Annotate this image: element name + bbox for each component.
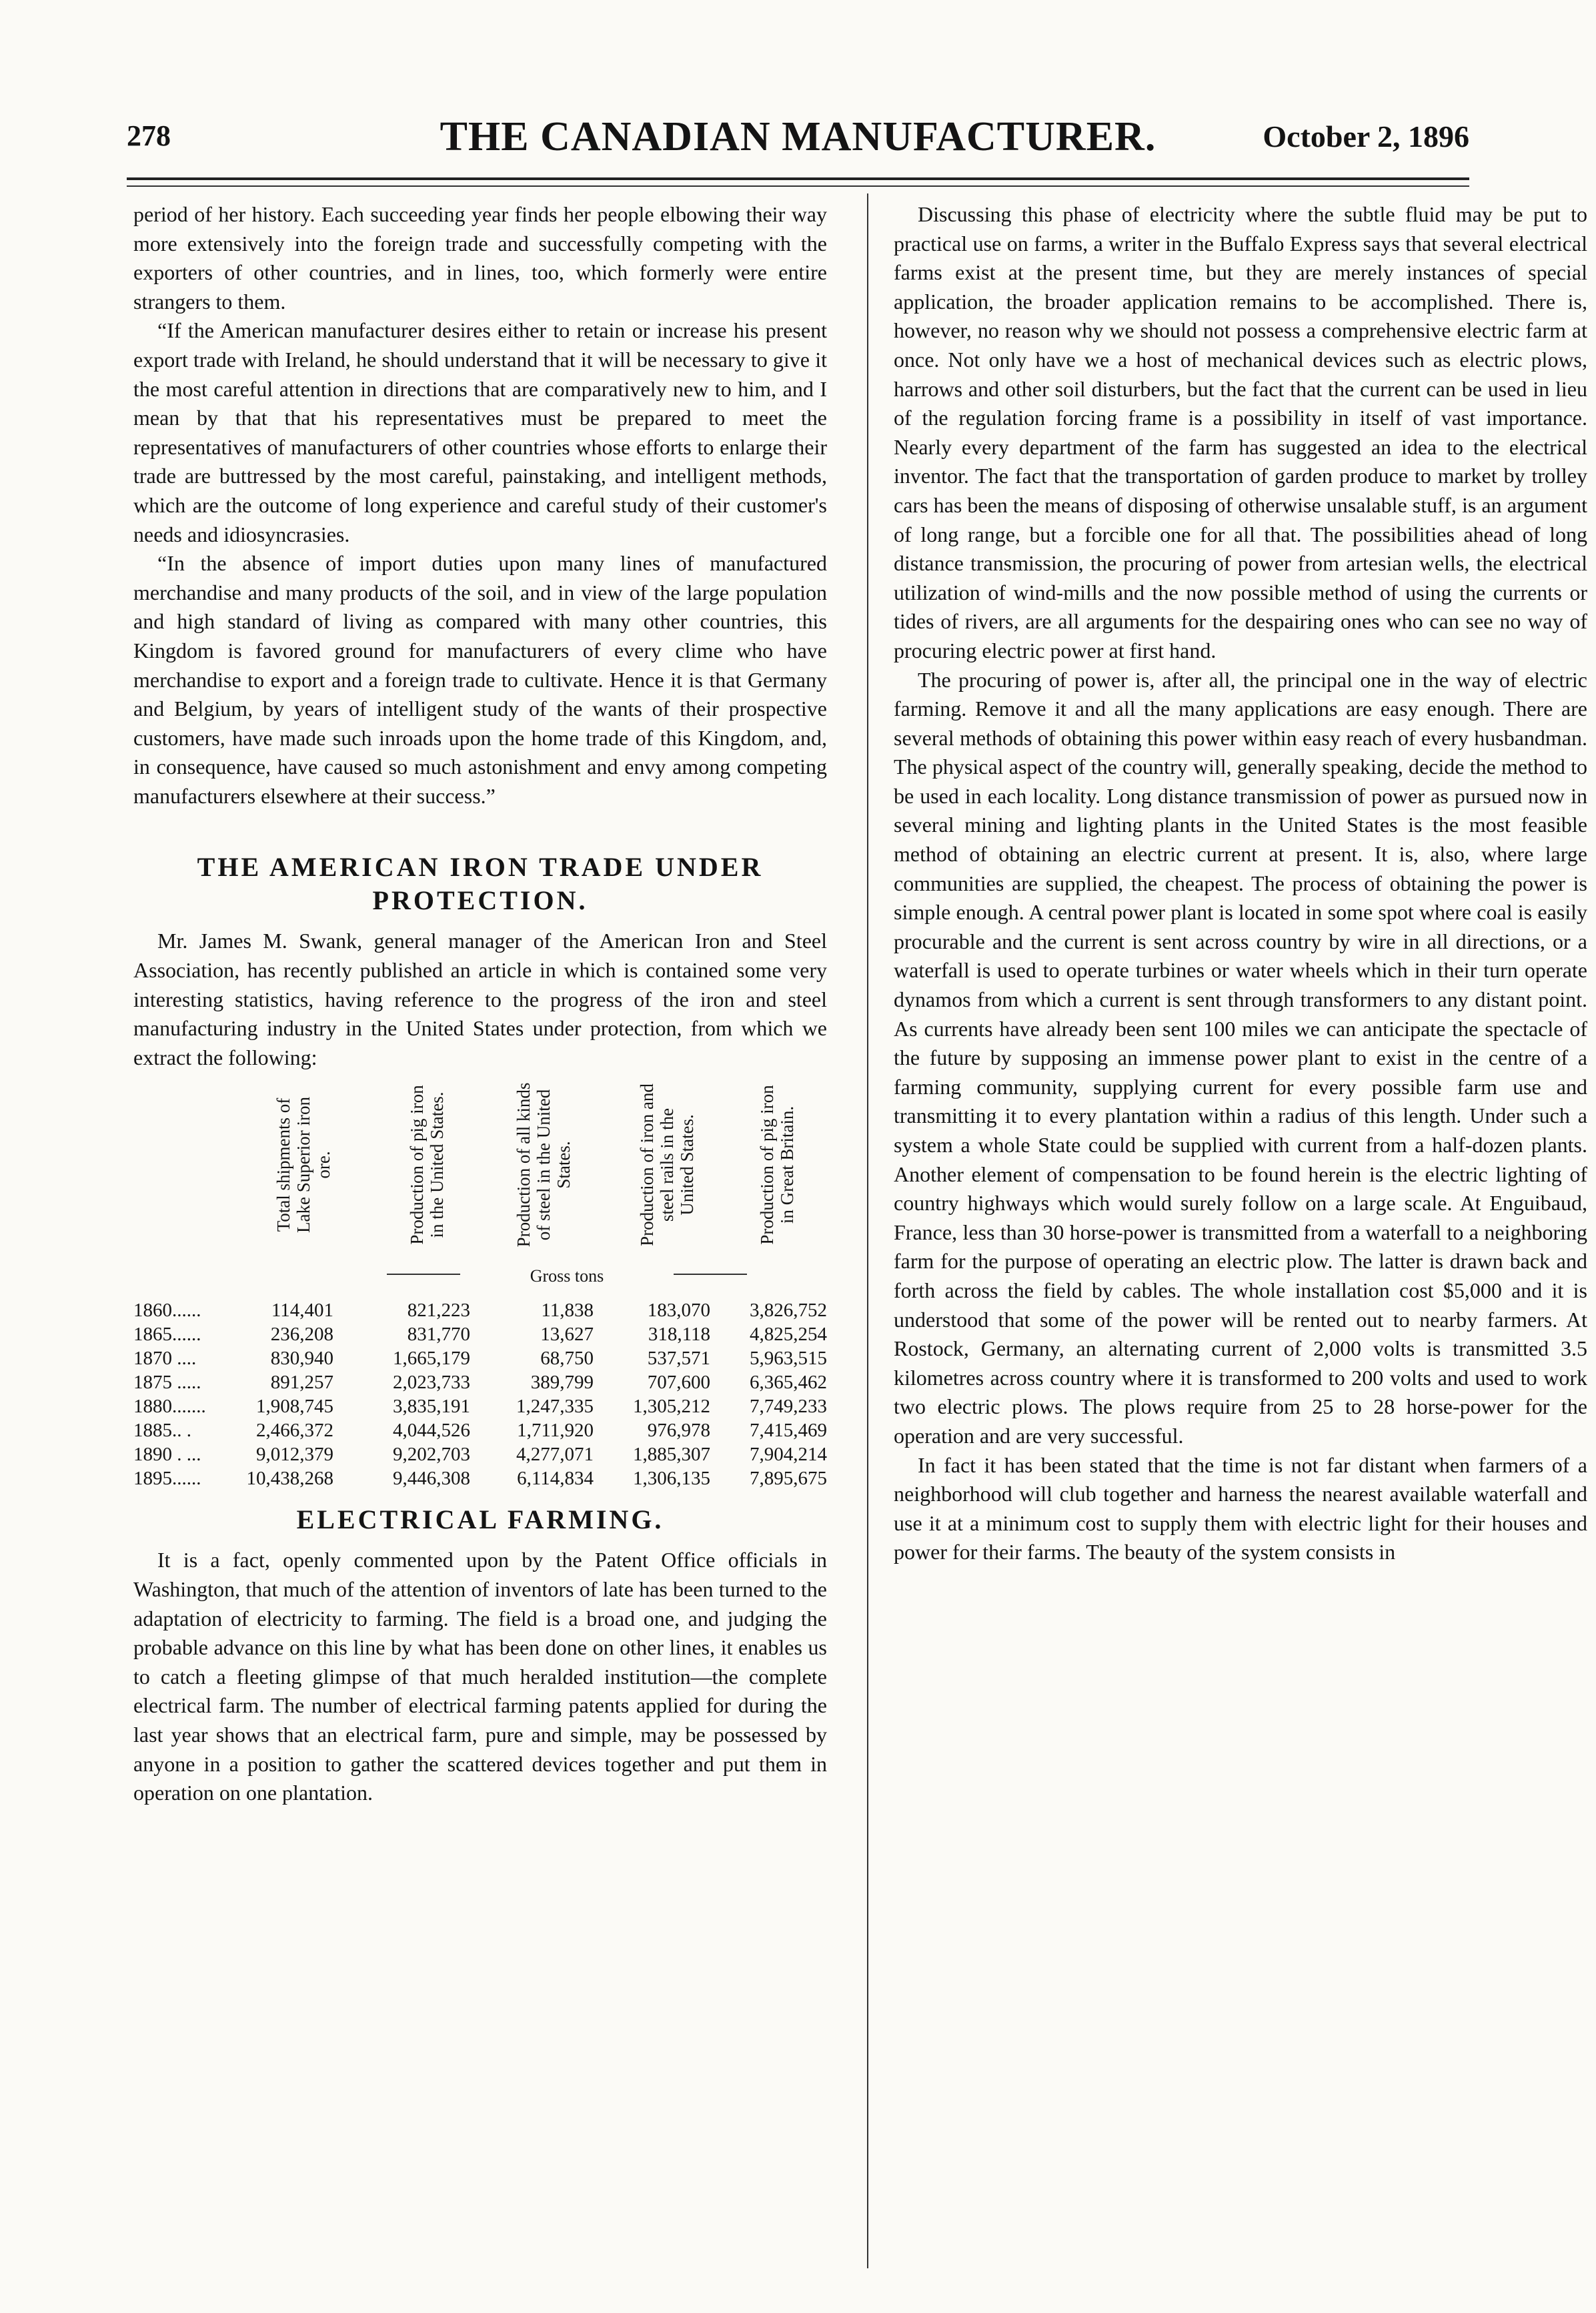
column-header: Production of pig iron in Great Britain. xyxy=(757,1085,797,1246)
masthead-title: THE CANADIAN MANUFACTURER. xyxy=(440,114,1156,159)
table-cell: 7,415,469 xyxy=(750,1420,827,1442)
article-paragraph: The procuring of power is, after all, the principal one in the way of electric farming. Remove it and all the many applications are easy enough. There are several methods of obtaining this power within easy reach of every husbandman. The physical aspect of the country will, generally speaking, decide the method to be used in each locality. Long distance transmission of power as pursued now in several mining and lighting plants in the United States is the most feasible method of obtaining an electric current at present. It is, also, where large communities are supplied, the cheapest. The process of obtaining the power is simple enough. A central power plant is located in some spot where coal is easily procurable and the current is sent across country by wire in all directions, or a waterfall is used to operate turbines or water wheels which in their turn operate dynamos from which a current is sent through transformers to any distant point. As currents have already been sent 100 miles we can anticipate the spectacle of the future by supposing an immense power plant to exist in the centre of a farming community, supplying current for every possible farm use and transmitting it to every plantation within a radius of this length. Under such a system a whole State could be supplied with current from a half-dozen plants. Another element of compensation to be found herein is the electric lighting of country highways which would surely follow on a large scale. At Enguibaud, France, less than 30 horse-power is transmitted from a waterfall to a neighboring farm for the purpose of operating an electric plow. The latter is drawn back and forth across the field by cables. The whole installation cost $5,000 and it is understood that some of the power will be rented out to nearby farmers. At Rostock, Germany, an alternating current of 2,000 volts is transmitted 3.5 kilometres across country where it is transformed to 200 volts and used to work two electric plows. The plows require from 25 to 28 horse-power for the operation and are very successful. xyxy=(894,667,1587,1448)
article-paragraph: In fact it has been stated that the time is not far distant when farmers of a neighborhood will club together and harness the nearest available waterfall and use it at a minimum cost to supply them with electric light for their houses and power for their farms. The beauty of the system consists in xyxy=(894,1452,1587,1564)
article-continuation-paragraph: period of her history. Each succeeding year finds her people elbowing their way more extensively into the foreign trade and successfully competing with the exporters of other countries, and in lines, too, which formerly were entire strangers to them. xyxy=(133,202,827,314)
page-number: 278 xyxy=(127,119,171,152)
table-cell: 537,571 xyxy=(647,1348,710,1370)
table-cell: 13,627 xyxy=(540,1324,594,1346)
row-year: 1875 ..... xyxy=(133,1372,201,1394)
row-year: 1870 .... xyxy=(133,1348,197,1370)
left-column xyxy=(133,200,827,1808)
table-row xyxy=(133,1296,827,1322)
table-row xyxy=(133,1320,827,1346)
article-paragraph: Discussing this phase of electricity where the subtle fluid may be put to practical use on farms, a writer in the Buffalo Express says that several electrical farms exist at the present time, but they are merely instances of special application, the broader application remains to be accomplished. There is, however, no reason why we should not possess a comprehensive electric farm at once. Not only have we a host of mechanical devices such as electric plows, harrows and other soil disturbers, but the fact that the current can be used in lieu of the regulation forcing frame is a possibility in itself of vast importance. Nearly every department of the farm has suggested an idea to the electrical inventor. The fact that the transportation of garden produce to market by trolley cars has been the means of disposing of otherwise unsalable stuff, is an argument of long range, but a forcible one for all that. The possibilities ahead of long distance transmission, the procuring of power from artesian wells, the electrical utilization of wind-mills and the now possible method of using the currents or tides of rivers, are all arguments for the despairing ones who can see no way of procuring electric power at first hand. xyxy=(894,202,1587,662)
table-cell: 2,023,733 xyxy=(393,1372,470,1394)
table-cell: 5,963,515 xyxy=(750,1348,827,1370)
table-cell: 4,825,254 xyxy=(750,1324,827,1346)
table-cell: 2,466,372 xyxy=(256,1420,333,1442)
table-cell: 830,940 xyxy=(270,1348,333,1370)
table-row xyxy=(133,1416,827,1442)
column-divider xyxy=(867,193,868,2268)
right-column xyxy=(894,200,1587,1567)
row-year: 1860...... xyxy=(133,1300,201,1322)
table-cell: 976,978 xyxy=(647,1420,710,1442)
table-cell: 183,070 xyxy=(647,1300,710,1322)
table-cell: 831,770 xyxy=(407,1324,470,1346)
table-cell: 3,826,752 xyxy=(750,1300,827,1322)
column-header: Production of iron and steel rails in the United States. xyxy=(637,1083,697,1247)
row-year: 1885.. . xyxy=(133,1420,191,1442)
table-row xyxy=(133,1440,827,1466)
electrical-farming-paragraph: It is a fact, openly commented upon by the Patent Office officials in Washington, that much of the attention of inventors of late has been turned to the adaptation of electricity to farming. The field is a broad one, and judging the probable advance on this line by what has been done on other lines, it enables us to catch a fleeting glimpse of that much heralded institution—the complete electrical farm. The number of electrical farming patents applied for during the last year shows that an electrical farm, pure and simple, may be possessed by anyone in a position to gather the scattered devices together and put them in operation on one plantation. xyxy=(133,1548,827,1805)
issue-date: October 2, 1896 xyxy=(1263,119,1469,153)
table-cell: 6,114,834 xyxy=(517,1468,594,1490)
table-cell: 10,438,268 xyxy=(246,1468,333,1490)
iron-statistics-table xyxy=(133,1076,827,1503)
table-cell: 236,208 xyxy=(270,1324,333,1346)
table-cell: 7,904,214 xyxy=(750,1444,827,1466)
table-cell: 821,223 xyxy=(407,1300,470,1322)
column-header: Production of pig iron in the United States. xyxy=(407,1085,447,1246)
table-cell: 389,799 xyxy=(530,1372,594,1394)
table-cell: 1,665,179 xyxy=(393,1348,470,1370)
table-cell: 1,885,307 xyxy=(633,1444,710,1466)
table-cell: 9,202,703 xyxy=(393,1444,470,1466)
row-year: 1895...... xyxy=(133,1468,201,1490)
table-cell: 891,257 xyxy=(270,1372,333,1394)
electrical-farming-heading: ELECTRICAL FARMING. xyxy=(296,1504,664,1535)
table-cell: 1,711,920 xyxy=(517,1420,594,1442)
page-header xyxy=(127,113,1469,167)
quoted-paragraph: “In the absence of import duties upon many lines of manufactured merchandise and many products of the soil, and in view of the large population and high standard of living as compared with many other countries, this Kingdom is favored ground for manufacturers of every clime who have merchandise to export and a foreign trade to cultivate. Hence it is that Germany and Belgium, by years of intelligent study of the wants of their prospective customers, have made such inroads upon the home trade of this Kingdom, and, in consequence, have caused so much astonishment and envy among competing manufacturers elsewhere at their success.” xyxy=(133,551,827,808)
table-cell: 6,365,462 xyxy=(750,1372,827,1394)
table-cell: 4,044,526 xyxy=(393,1420,470,1442)
header-rule-top xyxy=(127,177,1469,180)
table-cell: 7,895,675 xyxy=(750,1468,827,1490)
table-cell: 9,012,379 xyxy=(256,1444,333,1466)
table-cell: 3,835,191 xyxy=(393,1396,470,1418)
table-cell: 1,306,135 xyxy=(633,1468,710,1490)
row-year: 1890 . ... xyxy=(133,1444,201,1466)
column-header: Production of all kinds of steel in the United States. xyxy=(514,1083,574,1248)
table-row xyxy=(133,1344,827,1370)
unit-label: Gross tons xyxy=(467,1262,667,1291)
quoted-paragraph: “If the American manufacturer desires either to retain or increase his present export trade with Ireland, he should understand that it will be necessary to give it the most careful attention in directions that are comparatively new to him, and I mean by that that his representatives must be prepared to meet the representatives of manufacturers of other countries whose efforts to enlarge their trade are buttressed by the most careful, painstaking, and intelligent methods, which are the outcome of long experience and careful study of their customer's needs and idiosyncrasies. xyxy=(133,318,827,546)
row-year: 1880....... xyxy=(133,1396,206,1418)
table-cell: 7,749,233 xyxy=(750,1396,827,1418)
table-row xyxy=(133,1368,827,1394)
iron-trade-heading: THE AMERICAN IRON TRADE UNDER PROTECTION. xyxy=(197,852,764,916)
table-cell: 1,247,335 xyxy=(516,1396,594,1418)
table-cell: 68,750 xyxy=(540,1348,594,1370)
header-rule-bottom xyxy=(127,185,1469,187)
table-cell: 707,600 xyxy=(647,1372,710,1394)
table-cell: 114,401 xyxy=(271,1300,333,1322)
table-cell: 318,118 xyxy=(648,1324,710,1346)
table-row xyxy=(133,1392,827,1418)
table-row xyxy=(133,1464,827,1490)
table-cell: 1,908,745 xyxy=(256,1396,333,1418)
column-header: Total shipments of Lake Superior iron ore. xyxy=(273,1097,333,1234)
row-year: 1865...... xyxy=(133,1324,201,1346)
iron-trade-paragraph: Mr. James M. Swank, general manager of the American Iron and Steel Association, has recently published an article in which is contained some very interesting statistics, having reference to the progress of the iron and steel manufacturing industry in the United States under protection, from which we extract the following: xyxy=(133,929,827,1069)
table-cell: 1,305,212 xyxy=(633,1396,710,1418)
table-cell: 9,446,308 xyxy=(393,1468,470,1490)
table-cell: 11,838 xyxy=(541,1300,594,1322)
table-cell: 4,277,071 xyxy=(516,1444,594,1466)
